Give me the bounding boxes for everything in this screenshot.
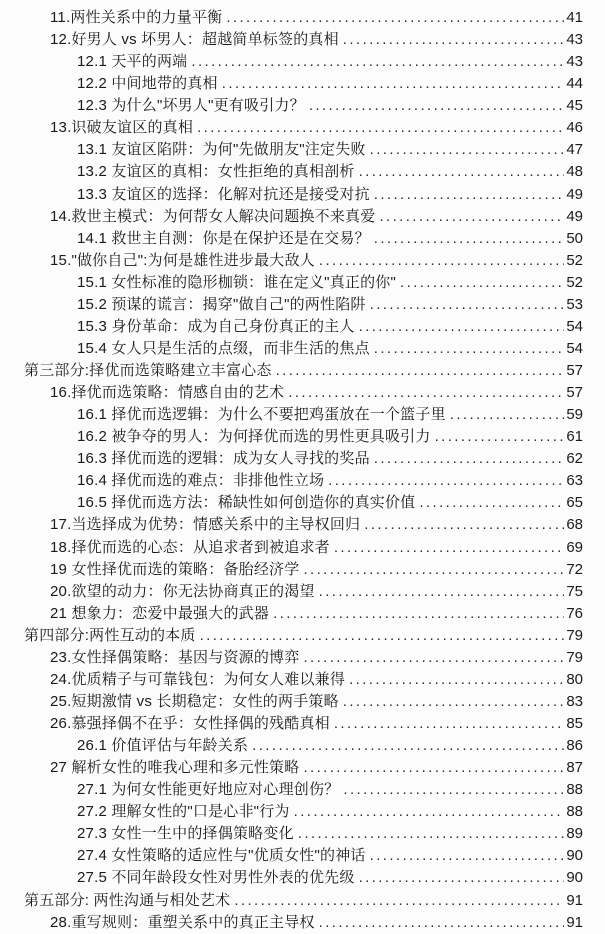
dot-leader — [222, 73, 565, 95]
toc-entry-page: 49 — [566, 185, 583, 203]
toc-entry[interactable] — [0, 779, 583, 801]
dot-leader — [364, 514, 564, 536]
toc-entry-title: 16.3 择优而选的逻辑：成为女人寻找的奖品 — [77, 450, 370, 468]
toc-entry-title: 13.3 友谊区的选择：化解对抗还是接受对抗 — [77, 185, 370, 203]
dot-leader — [234, 890, 564, 912]
toc-entry-title: 16.择优而选策略：情感自由的艺术 — [50, 384, 285, 402]
toc-entry-page: 63 — [566, 472, 583, 490]
toc-entry-page: 89 — [566, 825, 583, 843]
dot-leader — [303, 757, 564, 779]
toc-entry-title: 15.3 身份革命：成为自己身份真正的主人 — [77, 317, 355, 335]
toc-entry-page: 54 — [566, 339, 583, 357]
toc-entry[interactable] — [0, 581, 583, 603]
dot-leader — [303, 647, 564, 669]
dot-leader — [294, 801, 565, 823]
toc-entry-title: 16.2 被争夺的男人：为何择优而选的男性更具吸引力 — [77, 428, 431, 446]
toc-entry-title: 11.两性关系中的力量平衡 — [50, 9, 223, 26]
toc-entry-page: 48 — [566, 163, 583, 181]
dot-leader — [191, 51, 564, 73]
toc-entry-page: 49 — [566, 207, 583, 225]
dot-leader — [419, 492, 564, 514]
dot-leader — [374, 338, 565, 360]
toc-entry-title: 27 解析女性的唯我心理和多元性策略 — [50, 759, 300, 777]
toc-entry-title: 19 女性择优而选的策略：备胎经济学 — [50, 560, 300, 578]
toc-entry[interactable] — [0, 801, 583, 823]
toc-entry-page: 75 — [566, 582, 583, 600]
dot-leader — [435, 426, 565, 448]
toc-entry[interactable] — [0, 537, 583, 559]
toc-entry[interactable] — [0, 206, 583, 228]
toc-entry-page: 50 — [566, 229, 583, 247]
toc-entry[interactable] — [0, 117, 583, 139]
toc-entry-title: 15.4 女人只是生活的点缀，而非生活的焦点 — [77, 339, 370, 357]
toc-entry-title: 18.择优而选的心态：从追求者到被追求者 — [50, 538, 330, 556]
toc-entry[interactable] — [0, 95, 583, 117]
toc-entry-page: 68 — [566, 516, 583, 534]
toc-entry-page: 46 — [566, 119, 583, 137]
dot-leader — [374, 448, 565, 470]
dot-leader — [370, 845, 565, 867]
toc-entry-title: 23.女性择偶策略：基因与资源的博弈 — [50, 648, 300, 666]
toc-entry-page: 69 — [566, 538, 583, 556]
dot-leader — [226, 7, 564, 29]
toc-entry-page: 72 — [566, 560, 583, 578]
toc-entry-title: 27.4 女性策略的适应性与"优质女性"的神话 — [77, 847, 366, 865]
dot-leader — [319, 250, 564, 272]
toc-entry-title: 24.优质精子与可靠钱包：为何女人难以兼得 — [50, 670, 346, 688]
toc-entry[interactable] — [0, 470, 583, 492]
toc-entry-title: 13.1 友谊区陷阱：为何"先做朋友"注定失败 — [77, 141, 366, 159]
dot-leader — [276, 360, 565, 382]
toc-entry-title: 20.欲望的动力：你无法协商真正的渴望 — [50, 582, 315, 600]
dot-leader — [370, 294, 565, 316]
toc-entry-page: 52 — [566, 251, 583, 269]
toc-entry-title: 15.2 预谋的谎言：揭穿"做自己"的两性陷阱 — [77, 295, 366, 313]
toc-entry[interactable] — [0, 448, 583, 470]
toc-entry-page: 53 — [566, 295, 583, 313]
toc-entry-page: 88 — [566, 781, 583, 799]
toc-entry-page: 54 — [566, 317, 583, 335]
toc-entry[interactable] — [0, 647, 583, 669]
toc-entry[interactable] — [0, 382, 583, 404]
toc-entry[interactable] — [0, 316, 583, 338]
toc-entry-page: 52 — [566, 273, 583, 291]
toc-entry-title: 21 想象力：恋爱中最强大的武器 — [50, 604, 270, 622]
toc-entry[interactable] — [0, 338, 583, 360]
toc-entry-title: 12.好男人 vs 坏男人：超越简单标签的真相 — [50, 31, 339, 49]
toc-entry-title: 27.1 为何女性能更好地应对心理创伤？ — [77, 781, 340, 799]
toc-entry[interactable] — [0, 250, 583, 272]
toc-entry-title: 第四部分:两性互动的本质 — [24, 626, 196, 644]
toc-entry[interactable] — [0, 7, 583, 29]
toc-entry[interactable] — [0, 73, 583, 95]
dot-leader — [379, 206, 564, 228]
toc-entry[interactable] — [0, 139, 583, 161]
toc-entry-page: 45 — [566, 97, 583, 115]
toc-entry-title: 25.短期激情 vs 长期稳定：女性的两手策略 — [50, 692, 339, 710]
dot-leader — [349, 669, 564, 691]
dot-leader — [328, 470, 564, 492]
toc-entry-page: 79 — [566, 648, 583, 666]
toc-entry-page: 90 — [566, 847, 583, 865]
toc-entry[interactable] — [0, 360, 583, 382]
toc-entry-page: 57 — [566, 362, 583, 379]
toc-entry[interactable] — [0, 426, 583, 448]
dot-leader — [334, 537, 564, 559]
dot-leader — [298, 823, 565, 845]
toc-entry-page: 90 — [566, 869, 583, 887]
toc-entry-page: 88 — [566, 803, 583, 821]
dot-leader — [400, 272, 564, 294]
toc-entry-title: 12.3 为什么"坏男人"更有吸引力？ — [77, 97, 305, 115]
toc-entry-title: 16.1 择优而选逻辑：为什么不要把鸡蛋放在一个篮子里 — [77, 406, 446, 424]
toc-entry-page: 79 — [566, 626, 583, 644]
toc-entry[interactable] — [0, 184, 583, 206]
toc-entry-page: 44 — [566, 75, 583, 93]
dot-leader — [309, 95, 565, 117]
toc-entry[interactable] — [0, 514, 583, 536]
toc-entry[interactable] — [0, 404, 583, 426]
toc-entry-page: 87 — [566, 759, 583, 777]
dot-leader — [200, 625, 565, 647]
dot-leader — [252, 735, 564, 757]
dot-leader — [197, 117, 564, 139]
toc-entry-title: 26.1 价值评估与年龄关系 — [77, 737, 249, 755]
dot-leader — [288, 382, 564, 404]
toc-entry-page: 41 — [566, 9, 583, 26]
toc-entry[interactable] — [0, 51, 583, 73]
toc-entry-title: 28.重写规则：重塑关系中的真正主导权 — [50, 913, 315, 931]
toc-entry-title: 17.当选择成为优势：情感关系中的主导权回归 — [50, 516, 361, 534]
toc-entry-page: 85 — [566, 715, 583, 732]
dot-leader — [273, 603, 564, 625]
toc-entry[interactable] — [0, 625, 583, 647]
dot-leader — [374, 184, 565, 206]
toc-entry[interactable] — [0, 272, 583, 294]
toc-entry-page: 76 — [566, 604, 583, 622]
toc-entry-title: 12.2 中间地带的真相 — [77, 75, 218, 93]
dot-leader — [359, 161, 565, 183]
toc-entry[interactable] — [0, 823, 583, 845]
dot-leader — [319, 912, 565, 934]
toc-entry[interactable] — [0, 228, 583, 250]
dot-leader — [343, 29, 565, 51]
toc-entry-page: 65 — [566, 494, 583, 512]
toc-entry-title: 12.1 天平的两端 — [77, 53, 188, 71]
toc-entry-title: 第三部分:择优而选策略建立丰富心态 — [24, 362, 272, 379]
toc-entry-title: 13.识破友谊区的真相 — [50, 119, 194, 137]
toc-entry[interactable] — [0, 757, 583, 779]
dot-leader — [359, 867, 565, 889]
dot-leader — [343, 691, 565, 713]
toc-entry-page: 59 — [566, 406, 583, 424]
toc-entry-page: 83 — [566, 692, 583, 710]
toc-entry-page: 43 — [566, 53, 583, 71]
toc-entry[interactable] — [0, 912, 583, 934]
toc-entry[interactable] — [0, 713, 583, 735]
dot-leader — [359, 316, 565, 338]
toc-entry-title: 15."做你自己":为何是雄性进步最大敌人 — [50, 251, 315, 269]
toc-entry-title: 27.3 女性一生中的择偶策略变化 — [77, 825, 294, 843]
toc-entry[interactable] — [0, 294, 583, 316]
toc-entry-title: 27.2 理解女性的"口是心非"行为 — [77, 803, 290, 821]
toc-entry[interactable] — [0, 890, 583, 912]
dot-leader — [374, 228, 565, 250]
toc-entry-title: 第五部分: 两性沟通与相处艺术 — [24, 891, 231, 909]
toc-entry[interactable] — [0, 691, 583, 713]
dot-leader — [303, 559, 564, 581]
toc-entry-title: 27.5 不同年龄段女性对男性外表的优先级 — [77, 869, 355, 887]
dot-leader — [343, 779, 564, 801]
toc-entry[interactable] — [0, 669, 583, 691]
toc-entry-title: 13.2 友谊区的真相：女性拒绝的真相剖析 — [77, 163, 355, 181]
toc-entry[interactable] — [0, 492, 583, 514]
toc-entry[interactable] — [0, 161, 583, 183]
toc-entry-page: 91 — [566, 891, 583, 909]
toc-entry-page: 61 — [566, 428, 583, 446]
toc-entry-page: 86 — [566, 737, 583, 755]
toc-entry-page: 43 — [566, 31, 583, 49]
dot-leader — [370, 139, 565, 161]
toc-entry-title: 14.1 救世主自测：你是在保护还是在交易？ — [77, 229, 370, 247]
toc-entry[interactable] — [0, 603, 583, 625]
toc-entry-page: 47 — [566, 141, 583, 159]
dot-leader — [334, 713, 564, 735]
toc-entry-page: 57 — [566, 384, 583, 402]
toc-entry[interactable] — [0, 867, 583, 889]
toc-entry-page: 80 — [566, 670, 583, 688]
toc-entry-title: 16.5 择优而选方法：稀缺性如何创造你的真实价值 — [77, 494, 416, 512]
dot-leader — [450, 404, 565, 426]
toc-entry-title: 26.慕强择偶不在乎：女性择偶的残酷真相 — [50, 715, 330, 732]
toc-entry-title: 14.救世主模式：为何帮女人解决问题换不来真爱 — [50, 207, 376, 225]
toc-entry-title: 15.1 女性标准的隐形枷锁：谁在定义"真正的你" — [77, 273, 397, 291]
toc-entry[interactable] — [0, 845, 583, 867]
toc-entry-page: 91 — [566, 913, 583, 931]
toc-entry[interactable] — [0, 559, 583, 581]
toc-entry-page: 62 — [566, 450, 583, 468]
toc-entry[interactable] — [0, 29, 583, 51]
dot-leader — [319, 581, 565, 603]
toc-entry[interactable] — [0, 735, 583, 757]
toc-entry-title: 16.4 择优而选的难点：非排他性立场 — [77, 472, 325, 490]
